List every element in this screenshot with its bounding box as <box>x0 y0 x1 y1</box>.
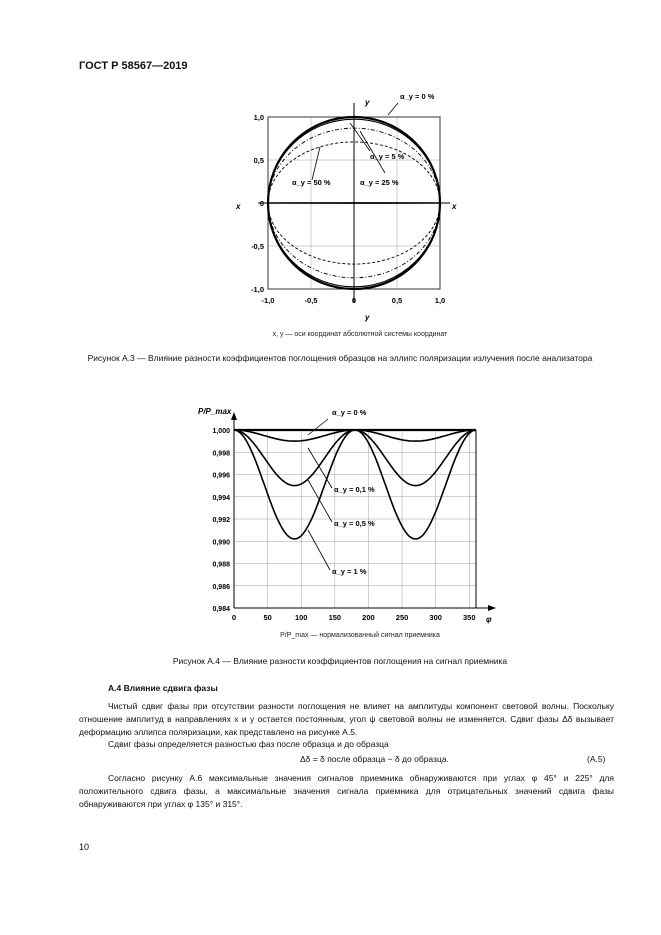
a3-xtick-4: 1,0 <box>434 296 446 305</box>
figure-a4-chart <box>190 400 510 630</box>
a4-y-arrow <box>231 412 237 420</box>
equation-number: (А.5) <box>587 754 606 764</box>
a4-ytick-3: 0,990 <box>212 539 230 547</box>
a4-xtick-5: 250 <box>395 613 409 622</box>
a4-curve-label-01: α_y = 0,1 % <box>334 485 375 494</box>
paragraph-3: Согласно рисунку А.6 максимальные значения сигналов приемника обнаруживаются при углах φ 45° и 225° для положительного сдвига фазы, а максимальные значения сигнала приемника для отрицательных значений сдвига фазы обнаруживаются при углах φ 135° и 315°. <box>79 773 614 809</box>
section-title: А.4 Влияние сдвига фазы <box>108 683 218 693</box>
x-axis-label-left: x <box>236 202 241 211</box>
a4-curve-label-0: α_y = 0 % <box>332 408 367 417</box>
a4-ytick-4: 0,992 <box>212 517 230 524</box>
figure-a4-ylabel: P/P_max <box>198 407 232 416</box>
a4-xtick-7: 350 <box>463 613 476 622</box>
a4-xtick-0: 0 <box>231 613 237 622</box>
curve-label-25: α_y = 25 % <box>360 178 399 187</box>
a4-ytick-0: 0,984 <box>212 606 230 613</box>
a4-series-2 <box>234 430 476 486</box>
a4-xtick-4: 200 <box>362 613 375 622</box>
a3-ytick-1: 0,5 <box>253 156 264 165</box>
a3-ytick-4: -1,0 <box>251 285 264 294</box>
y-axis-label-bottom: y <box>365 313 370 322</box>
a4-ytick-6: 0,996 <box>212 472 230 480</box>
paragraph-1: Чистый сдвиг фазы при отсутствии разности поглощения не влияет на амплитуды компонент световой волны. Поскольку отношение амплитуд в направлениях x и y остается постоянным, угол ψ световой волны не изменяется. Сдвиг фазы Δδ вызывает деформацию эллипса поляризации, как представлено на рисунке А.5. <box>79 701 614 737</box>
a4-ytick-5: 0,994 <box>212 494 230 502</box>
a4-ytick-8: 1,000 <box>212 428 230 435</box>
a4-xtick-3: 150 <box>328 613 342 622</box>
paragraph-2: Сдвиг фазы определяется разностью фаз после образца и до образца <box>108 739 389 749</box>
a4-xtick-2: 100 <box>294 613 308 622</box>
figure-a3-note: x, y — оси координат абсолютной системы координат <box>272 331 448 338</box>
a3-xtick-1: -0,5 <box>304 296 318 305</box>
a4-series-1 <box>234 430 476 441</box>
a3-ytick-3: -0,5 <box>251 242 264 251</box>
a4-ytick-2: 0,988 <box>212 561 230 569</box>
figure-a3-chart <box>220 85 460 325</box>
a3-xtick-0: -1,0 <box>261 296 275 305</box>
a3-xtick-2: 0 <box>351 296 357 305</box>
curve-label-50: α_y = 50 % <box>292 178 331 187</box>
figure-a3-caption: Рисунок А.3 — Влияние разности коэффициентов поглощения образцов на эллипс поляризации излучения после анализатора <box>87 353 593 363</box>
figure-a4-note: P/P_max — нормализованный сигнал приемника <box>280 632 440 639</box>
document-header: ГОСТ Р 58567—2019 <box>79 60 188 72</box>
a3-xtick-3: 0,5 <box>391 296 403 305</box>
figure-a4-caption: Рисунок А.4 — Влияние разности коэффициентов поглощения на сигнал приемника <box>172 656 508 666</box>
a4-ytick-1: 0,986 <box>212 583 230 591</box>
figure-a4-xlabel: φ <box>486 615 492 624</box>
a3-ytick-2: 0 <box>259 199 264 208</box>
a4-ytick-7: 0,998 <box>212 450 230 458</box>
x-axis-label-right: x <box>452 202 457 211</box>
a4-xtick-1: 50 <box>263 613 272 622</box>
page-number: 10 <box>79 842 90 852</box>
a4-curve-label-1: α_y = 1 % <box>332 567 367 576</box>
a3-ytick-0: 1,0 <box>253 113 264 122</box>
curve-label-5: α_y = 5 % <box>370 152 405 161</box>
curve-label-0: α_y = 0 % <box>400 92 435 101</box>
a4-x-arrow <box>488 605 496 611</box>
a4-xtick-6: 300 <box>429 613 442 622</box>
equation: Δδ = δ после образца − δ до образца. <box>300 754 449 764</box>
a4-curve-label-05: α_y = 0,5 % <box>334 519 375 528</box>
y-axis-label-top: y <box>365 98 370 107</box>
